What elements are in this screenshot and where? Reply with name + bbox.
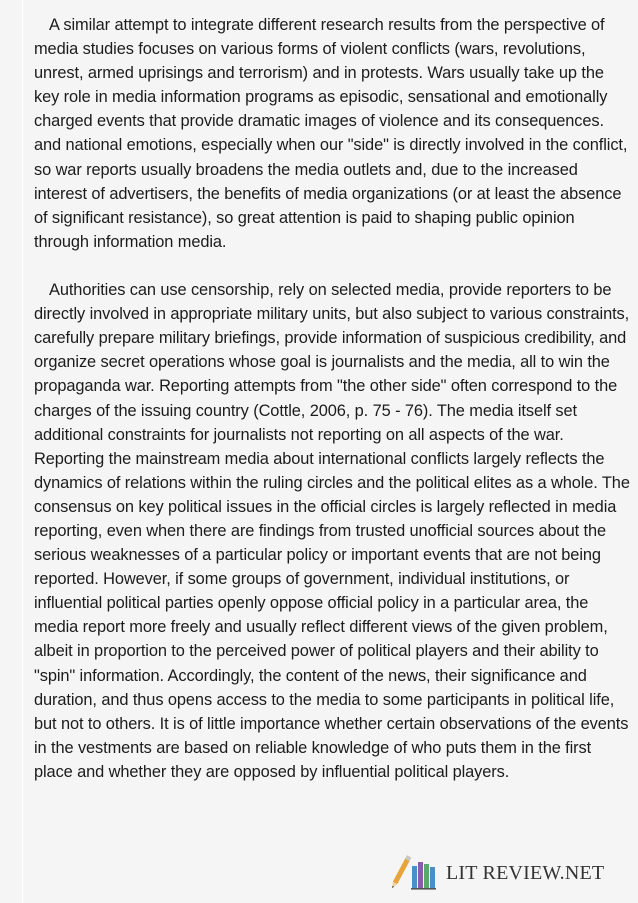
litreview-logo[interactable] — [392, 853, 604, 893]
document-body — [34, 13, 630, 784]
page-edge-line — [22, 0, 23, 903]
logo-text: LIT REVIEW.NET — [446, 861, 605, 884]
paragraph-media-studies: A similar attempt to integrate different research results from the perspective of media studies focuses on various forms of violent conflicts (wars, revolutions, unrest, armed uprisings and terrorism) and in protests. Wars usually take up the key role in media information programs as episodic, sensational and emotionally charged events that provide dramatic images of violence and its consequences. and national emotions, especially when our "side" is directly involved in the conflict, so war reports usually broadens the media outlets and, due to the increased interest of advertisers, the benefits of media organizations (or at least the absence of significant resistance), so great attention is paid to shaping public opinion through information media. — [34, 16, 628, 251]
books-pencil-icon — [392, 853, 442, 893]
paragraph-authorities: Authorities can use censorship, rely on selected media, provide reporters to be directly involved in appropriate military units, but also subject to various constraints, carefully prepare military briefings, provide information of suspicious credibility, and organize secret operations whose goal is journalists and the media, all to win the propaganda war. Reporting attempts from "the other side" often correspond to the charges of the issuing country (Cottle, 2006, p. 75 - 76). The media itself set additional constraints for journalists not reporting on all aspects of the war. Reporting the mainstream media about international conflicts largely reflects the dynamics of relations within the ruling circles and the political elites as a whole. The consensus on key political issues in the official circles is largely reflected in media reporting, even when there are findings from trusted unofficial sources about the serious weaknesses of a particular policy or important events that are not being reported. However, if some groups of government, individual institutions, or influential political parties openly oppose official policy in a particular area, the media report more freely and usually reflect different views of the given problem, albeit in proportion to the perceived power of political players and their ability to "spin" information. Accordingly, the content of the news, their significance and duration, and thus opens access to the media to some participants in political life, but not to others. It is of little importance whether certain observations of the events in the vestments are based on reliable knowledge of who puts them in the first place and whether they are opposed by influential political players. — [34, 281, 630, 781]
